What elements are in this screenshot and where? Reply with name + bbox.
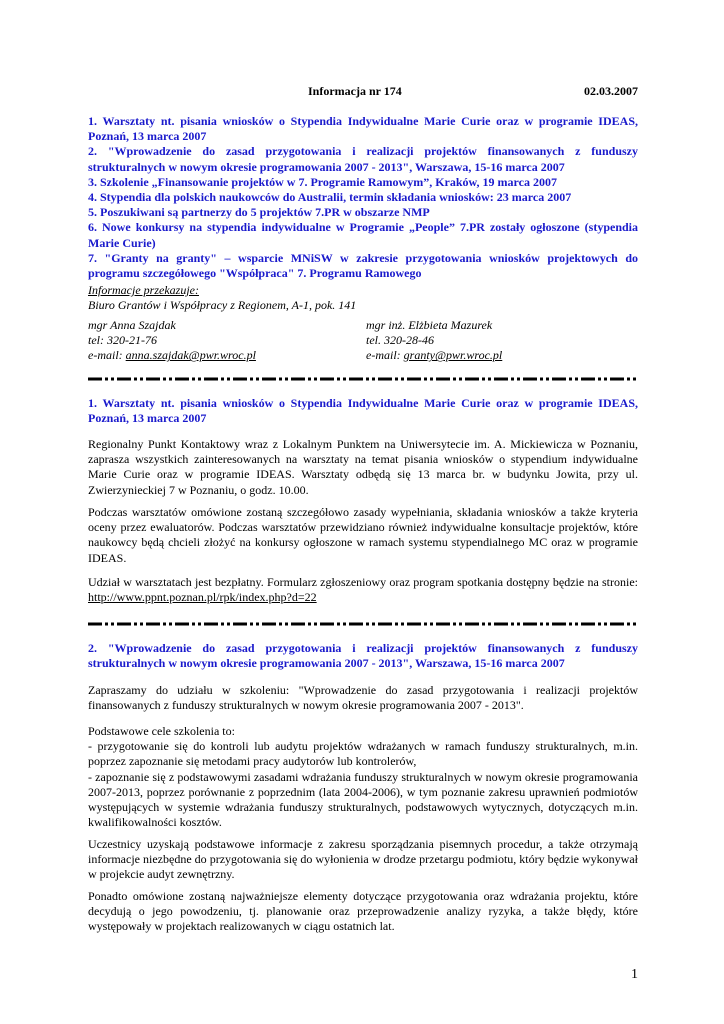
office-address: Biuro Grantów i Współpracy z Regionem, A-1, pok. 141 bbox=[88, 298, 357, 313]
registration-link[interactable]: http://www.ppnt.poznan.pl/rpk/index.php?d=22 bbox=[88, 590, 317, 605]
section-1-title: 1. Warsztaty nt. pisania wniosków o Stypendia Indywidualne Marie Curie oraz w programie IDEAS, Poznań, 13 marca 2007 bbox=[88, 396, 638, 426]
section-1-paragraph: Regionalny Punkt Kontaktowy wraz z Lokalnym Punktem na Uniwersytecie im. A. Mickiewicza w Poznaniu, zaprasza wszystkich zainteresowanych na warsztaty na temat pisania wniosków o stypendium indywidualne Marie Curie oraz w programie IDEAS. Warsztaty odbędą się 13 marca br. w budynku Jowita, przy ul. Zwierzynieckiej 7 w Poznaniu, o godz. 10.00. bbox=[88, 437, 638, 497]
document-header bbox=[88, 84, 638, 100]
contact-phone: tel. 320-28-46 bbox=[366, 333, 434, 348]
contact-name: mgr Anna Szajdak bbox=[88, 318, 176, 332]
section-1-paragraph: Podczas warsztatów omówione zostaną szczegółowo zasady wypełniania, składania wniosków a także kryteria oceny przez ewaluatorów. Podczas warsztatów przewidziano również indywidualne konsultacje projektów, które naukowcy będą chcieli złożyć na konkursy ogłoszone w ramach systemu stypendialnego MC oraz w programie IDEAS. bbox=[88, 505, 638, 565]
table-of-contents bbox=[88, 114, 638, 281]
goal-item: - zapoznanie się z podstawowymi zasadami wdrażania funduszy strukturalnych w nowym okresie programowania 2007-2013, poprzez porównanie z poprzednim (lata 2004-2006), w tym poznanie zakresu uprawnień podmiotów występujących w systemie wdrażania funduszy strukturalnych, podstawowych wytycznych, dotyczących m.in. kwalifikowalności kosztów. bbox=[88, 769, 638, 830]
toc-item: 5. Poszukiwani są partnerzy do 5 projektów 7.PR w obszarze NMP bbox=[88, 205, 430, 220]
email-label: e-mail: bbox=[366, 348, 404, 363]
info-number: Informacja nr 174 bbox=[308, 84, 402, 98]
section-divider bbox=[88, 622, 638, 626]
section-2-paragraph: Zapraszamy do udziału w szkoleniu: "Wprowadzenie do zasad przygotowania i realizacji projektów finansowanych z funduszy strukturalnych w nowym okresie programowania 2007 - 2013". bbox=[88, 683, 638, 713]
section-2-paragraph: Ponadto omówione zostaną najważniejsze elementy dotyczące przygotowania oraz wdrażania projektu, które decydują o jego powodzeniu, tj. planowanie oraz przeprowadzenie analizy ryzyka, a także błędy, które występowały w projektach realizowanych w ciągu ostatnich lat. bbox=[88, 889, 638, 934]
section-2-goals bbox=[88, 724, 638, 830]
contact-email-link[interactable]: granty@pwr.wroc.pl bbox=[403, 348, 503, 363]
section-2-title: 2. "Wprowadzenie do zasad przygotowania i realizacji projektów finansowanych z funduszy strukturalnych w nowym okresie programowania 2007 - 2013", Warszawa, 15-16 marca 2007 bbox=[88, 641, 638, 671]
toc-item: 3. Szkolenie „Finansowanie projektów w 7. Programie Ramowym”, Kraków, 19 marca 2007 bbox=[88, 174, 557, 189]
toc-item: 7. "Granty na granty" – wsparcie MNiSW w zakresie przygotowania wniosków projektowych do programu szczegółowego "Współpraca" 7. Programu Ramowego bbox=[88, 250, 638, 281]
contact-card bbox=[88, 318, 256, 364]
page-number: 1 bbox=[631, 967, 638, 982]
section-divider bbox=[88, 377, 638, 381]
goals-intro: Podstawowe cele szkolenia to: bbox=[88, 724, 235, 738]
contact-email-link[interactable]: anna.szajdak@pwr.wroc.pl bbox=[125, 348, 256, 363]
contact-name: mgr inż. Elżbieta Mazurek bbox=[366, 318, 493, 332]
toc-item: 1. Warsztaty nt. pisania wniosków o Stypendia Indywidualne Marie Curie oraz w programie IDEAS, Poznań, 13 marca 2007 bbox=[88, 114, 638, 144]
goal-item: - przygotowanie się do kontroli lub audytu projektów wdrażanych w ramach funduszy strukturalnych, m.in. poprzez zapoznanie się metodami pracy audytorów lub kontrolerów, bbox=[88, 739, 638, 769]
info-block bbox=[88, 283, 638, 313]
contact-phone: tel: 320-21-76 bbox=[88, 333, 157, 348]
toc-item: 4. Stypendia dla polskich naukowców do Australii, termin składania wniosków: 23 marca 2007 bbox=[88, 190, 572, 205]
section-2-paragraph: Uczestnicy uzyskają podstawowe informacje z zakresu sporządzania pisemnych procedur, a także otrzymają informacje niezbędne do przygotowania się do wyłonienia w drodze przetargu podmiotu, który będzie wykonywał w projekcie audyt zewnętrzny. bbox=[88, 837, 638, 882]
contact-card bbox=[366, 318, 502, 364]
section-1-paragraph bbox=[88, 575, 638, 605]
toc-item: 6. Nowe konkursy na stypendia indywidualne w Programie „People” 7.PR zostały ogłoszone (stypendia Marie Curie) bbox=[88, 220, 638, 250]
email-label: e-mail: bbox=[88, 348, 126, 363]
section-1-text: Udział w warsztatach jest bezpłatny. Formularz zgłoszeniowy oraz program spotkania dostępny będzie na stronie: bbox=[88, 575, 638, 589]
info-date: 02.03.2007 bbox=[584, 84, 638, 98]
toc-item: 2. "Wprowadzenie do zasad przygotowania i realizacji projektów finansowanych z funduszy strukturalnych w nowym okresie programowania 2007 - 2013", Warszawa, 15-16 marca 2007 bbox=[88, 144, 638, 174]
info-label: Informacje przekazuje: bbox=[88, 283, 199, 297]
